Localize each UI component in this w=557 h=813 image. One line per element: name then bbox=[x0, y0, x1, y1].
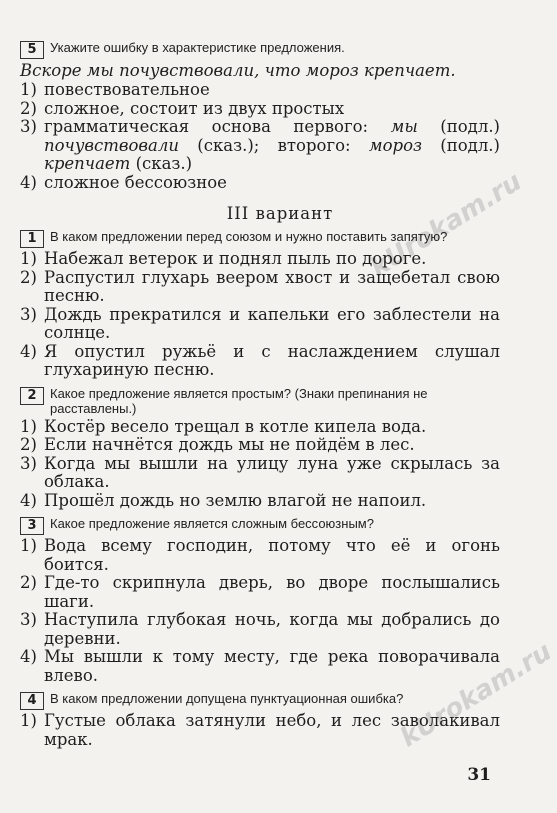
task-question: Укажите ошибку в характеристике предложения. bbox=[50, 40, 345, 55]
option-number: 1) bbox=[20, 711, 37, 730]
option-text: Прошёл дождь но землю влагой не напоил. bbox=[44, 490, 427, 510]
answer-option bbox=[20, 250, 500, 269]
option-number: 2) bbox=[20, 98, 37, 118]
option-number: 2) bbox=[20, 267, 37, 287]
option-number: 4) bbox=[20, 341, 37, 361]
option-number: 3) bbox=[20, 610, 37, 629]
variant-title: III вариант bbox=[226, 204, 334, 223]
option-number: 4) bbox=[20, 490, 37, 510]
task-question: Какое предложение является простым? (Знаки препинания не расставлены.) bbox=[50, 385, 428, 416]
option-text-part: мороз bbox=[368, 135, 423, 155]
option-number: 1) bbox=[20, 249, 37, 268]
option-text: Костёр весело трещал в котле кипела вода. bbox=[44, 416, 427, 436]
option-text: Наступила глубокая ночь, когда мы добрались до деревни. bbox=[44, 610, 500, 648]
option-number: 3) bbox=[20, 453, 37, 473]
option-text: Где-то скрипнула дверь, во дворе послышались шаги. bbox=[44, 573, 500, 611]
watermark: kUrokam.ru bbox=[365, 166, 528, 284]
option-text: Густые облака затянули небо, и лес заволакивал мрак. bbox=[44, 711, 500, 749]
answer-option bbox=[20, 118, 500, 174]
option-text-part: грамматическая основа первого: bbox=[44, 117, 391, 136]
option-number: 1) bbox=[20, 416, 37, 436]
option-text-part: крепчает bbox=[44, 154, 131, 173]
task-question: Какое предложение является сложным бессоюзным? bbox=[50, 516, 374, 531]
answer-option bbox=[20, 174, 500, 193]
option-text: Дождь прекратился и капельки его заблестели на солнце. bbox=[44, 304, 500, 342]
option-text: Распустил глухарь веером хвост и защебетал свою песню. bbox=[44, 267, 500, 305]
option-text: Если начнётся дождь мы не пойдём в лес. bbox=[44, 435, 415, 454]
task-question: В каком предложении перед союзом и нужно поставить запятую? bbox=[50, 229, 448, 244]
answer-option bbox=[20, 100, 500, 119]
answer-option bbox=[20, 712, 500, 749]
example-sentence: Вскоре мы почувствовали, что мороз крепчает. bbox=[20, 61, 456, 80]
answer-option bbox=[20, 611, 500, 648]
task-header bbox=[20, 229, 500, 248]
option-text: сложное, состоит из двух простых bbox=[44, 98, 345, 118]
task-number: 4 bbox=[20, 692, 44, 710]
option-text-part: мы bbox=[390, 117, 418, 136]
option-number: 1) bbox=[20, 80, 37, 99]
option-text bbox=[44, 118, 500, 174]
answer-option bbox=[20, 81, 500, 100]
answer-option bbox=[20, 418, 500, 437]
option-text: Вода всему господин, потому что её и огонь боится. bbox=[44, 536, 500, 574]
answer-option bbox=[20, 269, 500, 306]
page-number: 31 bbox=[467, 765, 491, 785]
answer-option bbox=[20, 537, 500, 574]
option-number: 3) bbox=[20, 304, 37, 324]
answer-option bbox=[20, 306, 500, 343]
option-text: Я опустил ружьё и с наслаждением слушал глухариную песню. bbox=[44, 341, 500, 379]
task-number: 3 bbox=[20, 517, 44, 535]
task-header bbox=[20, 691, 500, 710]
task-number: 2 bbox=[20, 387, 44, 405]
option-text-part: (сказ.) bbox=[130, 154, 193, 173]
option-text: повествовательное bbox=[44, 80, 210, 99]
option-number: 2) bbox=[20, 435, 37, 454]
option-text-part: (подл.) bbox=[422, 135, 500, 155]
page-content bbox=[20, 40, 500, 749]
option-number: 4) bbox=[20, 172, 37, 192]
task-number: 1 bbox=[20, 230, 44, 248]
answer-option bbox=[20, 436, 500, 455]
task-number: 5 bbox=[20, 41, 44, 59]
option-text-part: (сказ.); второго: bbox=[179, 135, 369, 155]
answer-option bbox=[20, 648, 500, 685]
option-text: сложное бессоюзное bbox=[44, 172, 227, 192]
task-header bbox=[20, 516, 500, 535]
option-text: Мы вышли к тому месту, где река поворачивала влево. bbox=[44, 647, 500, 685]
option-number: 4) bbox=[20, 647, 37, 666]
answer-option bbox=[20, 343, 500, 380]
option-text-part: почувствовали bbox=[44, 135, 179, 155]
task-header bbox=[20, 40, 500, 59]
task-question: В каком предложении допущена пунктуационная ошибка? bbox=[50, 691, 404, 706]
answer-option bbox=[20, 455, 500, 492]
option-number: 3) bbox=[20, 117, 37, 136]
answer-option bbox=[20, 492, 500, 511]
option-text: Когда мы вышли на улицу луна уже скрылась за облака. bbox=[44, 453, 500, 491]
task-header bbox=[20, 386, 500, 416]
option-number: 1) bbox=[20, 536, 37, 555]
option-text-part: (подл.) bbox=[417, 117, 500, 136]
watermark: kUrokam.ru bbox=[395, 636, 557, 754]
answer-option bbox=[20, 574, 500, 611]
option-number: 2) bbox=[20, 573, 37, 592]
option-text: Набежал ветерок и поднял пыль по дороге. bbox=[44, 249, 427, 268]
